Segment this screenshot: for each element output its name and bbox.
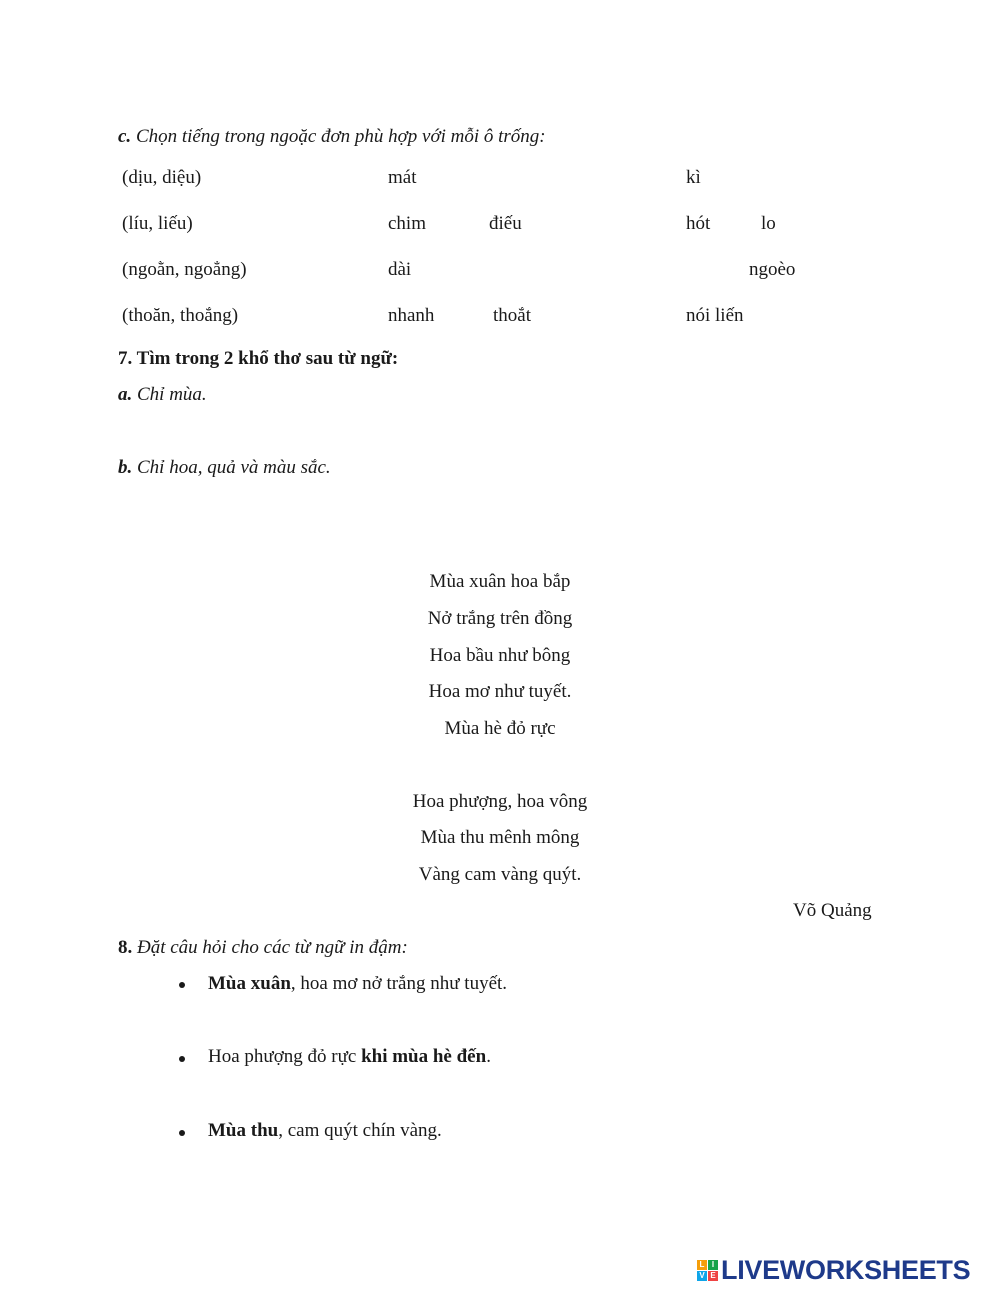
word-text: điếu	[489, 213, 522, 234]
word-text: dài	[388, 259, 412, 280]
word-text: lo	[761, 213, 776, 234]
section-8-text: Đặt câu hỏi cho các từ ngữ in đậm:	[137, 937, 408, 958]
word-text: nói liến	[686, 305, 744, 326]
options-text: (thoăn, thoắng)	[122, 305, 239, 326]
bullet-icon	[179, 1130, 185, 1136]
liveworksheets-logo[interactable]	[697, 1254, 970, 1286]
section-7a-label: a.	[118, 384, 133, 405]
word-text: mát	[388, 167, 417, 188]
word-text: kì	[686, 167, 701, 188]
poem-line: Hoa mơ như tuyết.	[428, 681, 572, 702]
poem-line: Nở trắng trên đồng	[427, 608, 573, 629]
list-item-text: Mùa xuân, hoa mơ nở trắng như tuyết.	[208, 973, 508, 994]
options-text: (dịu, diệu)	[122, 167, 202, 188]
poem-line: Vàng cam vàng quýt.	[418, 864, 582, 885]
section-7a	[118, 384, 207, 406]
logo-text: LIVEWORKSHEETS	[721, 1254, 971, 1285]
poem-line: Mùa thu mênh mông	[420, 827, 580, 848]
bullet-icon	[179, 982, 185, 988]
list-item-text: Hoa phượng đỏ rực khi mùa hè đến.	[208, 1046, 491, 1067]
section-7-heading: 7. Tìm trong 2 khổ thơ sau từ ngữ:	[118, 348, 399, 369]
section-c-text: Chọn tiếng trong ngoặc đơn phù hợp với mỗi ô trống:	[135, 126, 546, 147]
poem-line: Mùa xuân hoa bắp	[429, 571, 571, 592]
poem-line: Hoa bầu như bông	[429, 645, 571, 666]
logo-mark-icon: L I V E	[697, 1260, 718, 1281]
list-item-text: Mùa thu, cam quýt chín vàng.	[208, 1120, 442, 1141]
section-c-instruction	[118, 126, 546, 148]
word-text: ngoèo	[749, 259, 796, 280]
options-text: (ngoằn, ngoẳng)	[122, 259, 247, 280]
bullet-icon	[179, 1056, 185, 1062]
poem-author: Võ Quảng	[793, 900, 872, 921]
word-text: chim	[388, 213, 426, 234]
section-8-instruction	[118, 937, 408, 959]
word-text: hót	[686, 213, 711, 234]
section-8-label: 8.	[118, 937, 133, 958]
options-text: (líu, liếu)	[122, 213, 193, 234]
word-text: nhanh	[388, 305, 435, 326]
section-7b-label: b.	[118, 457, 133, 478]
poem-line: Hoa phượng, hoa vông	[412, 791, 588, 812]
section-7b	[118, 457, 331, 479]
section-7b-text: Chỉ hoa, quả và màu sắc.	[137, 457, 331, 478]
section-c-label: c.	[118, 126, 132, 147]
section-7a-text: Chỉ mùa.	[137, 384, 207, 405]
poem-line: Mùa hè đỏ rực	[444, 718, 556, 739]
word-text: thoắt	[493, 305, 531, 326]
